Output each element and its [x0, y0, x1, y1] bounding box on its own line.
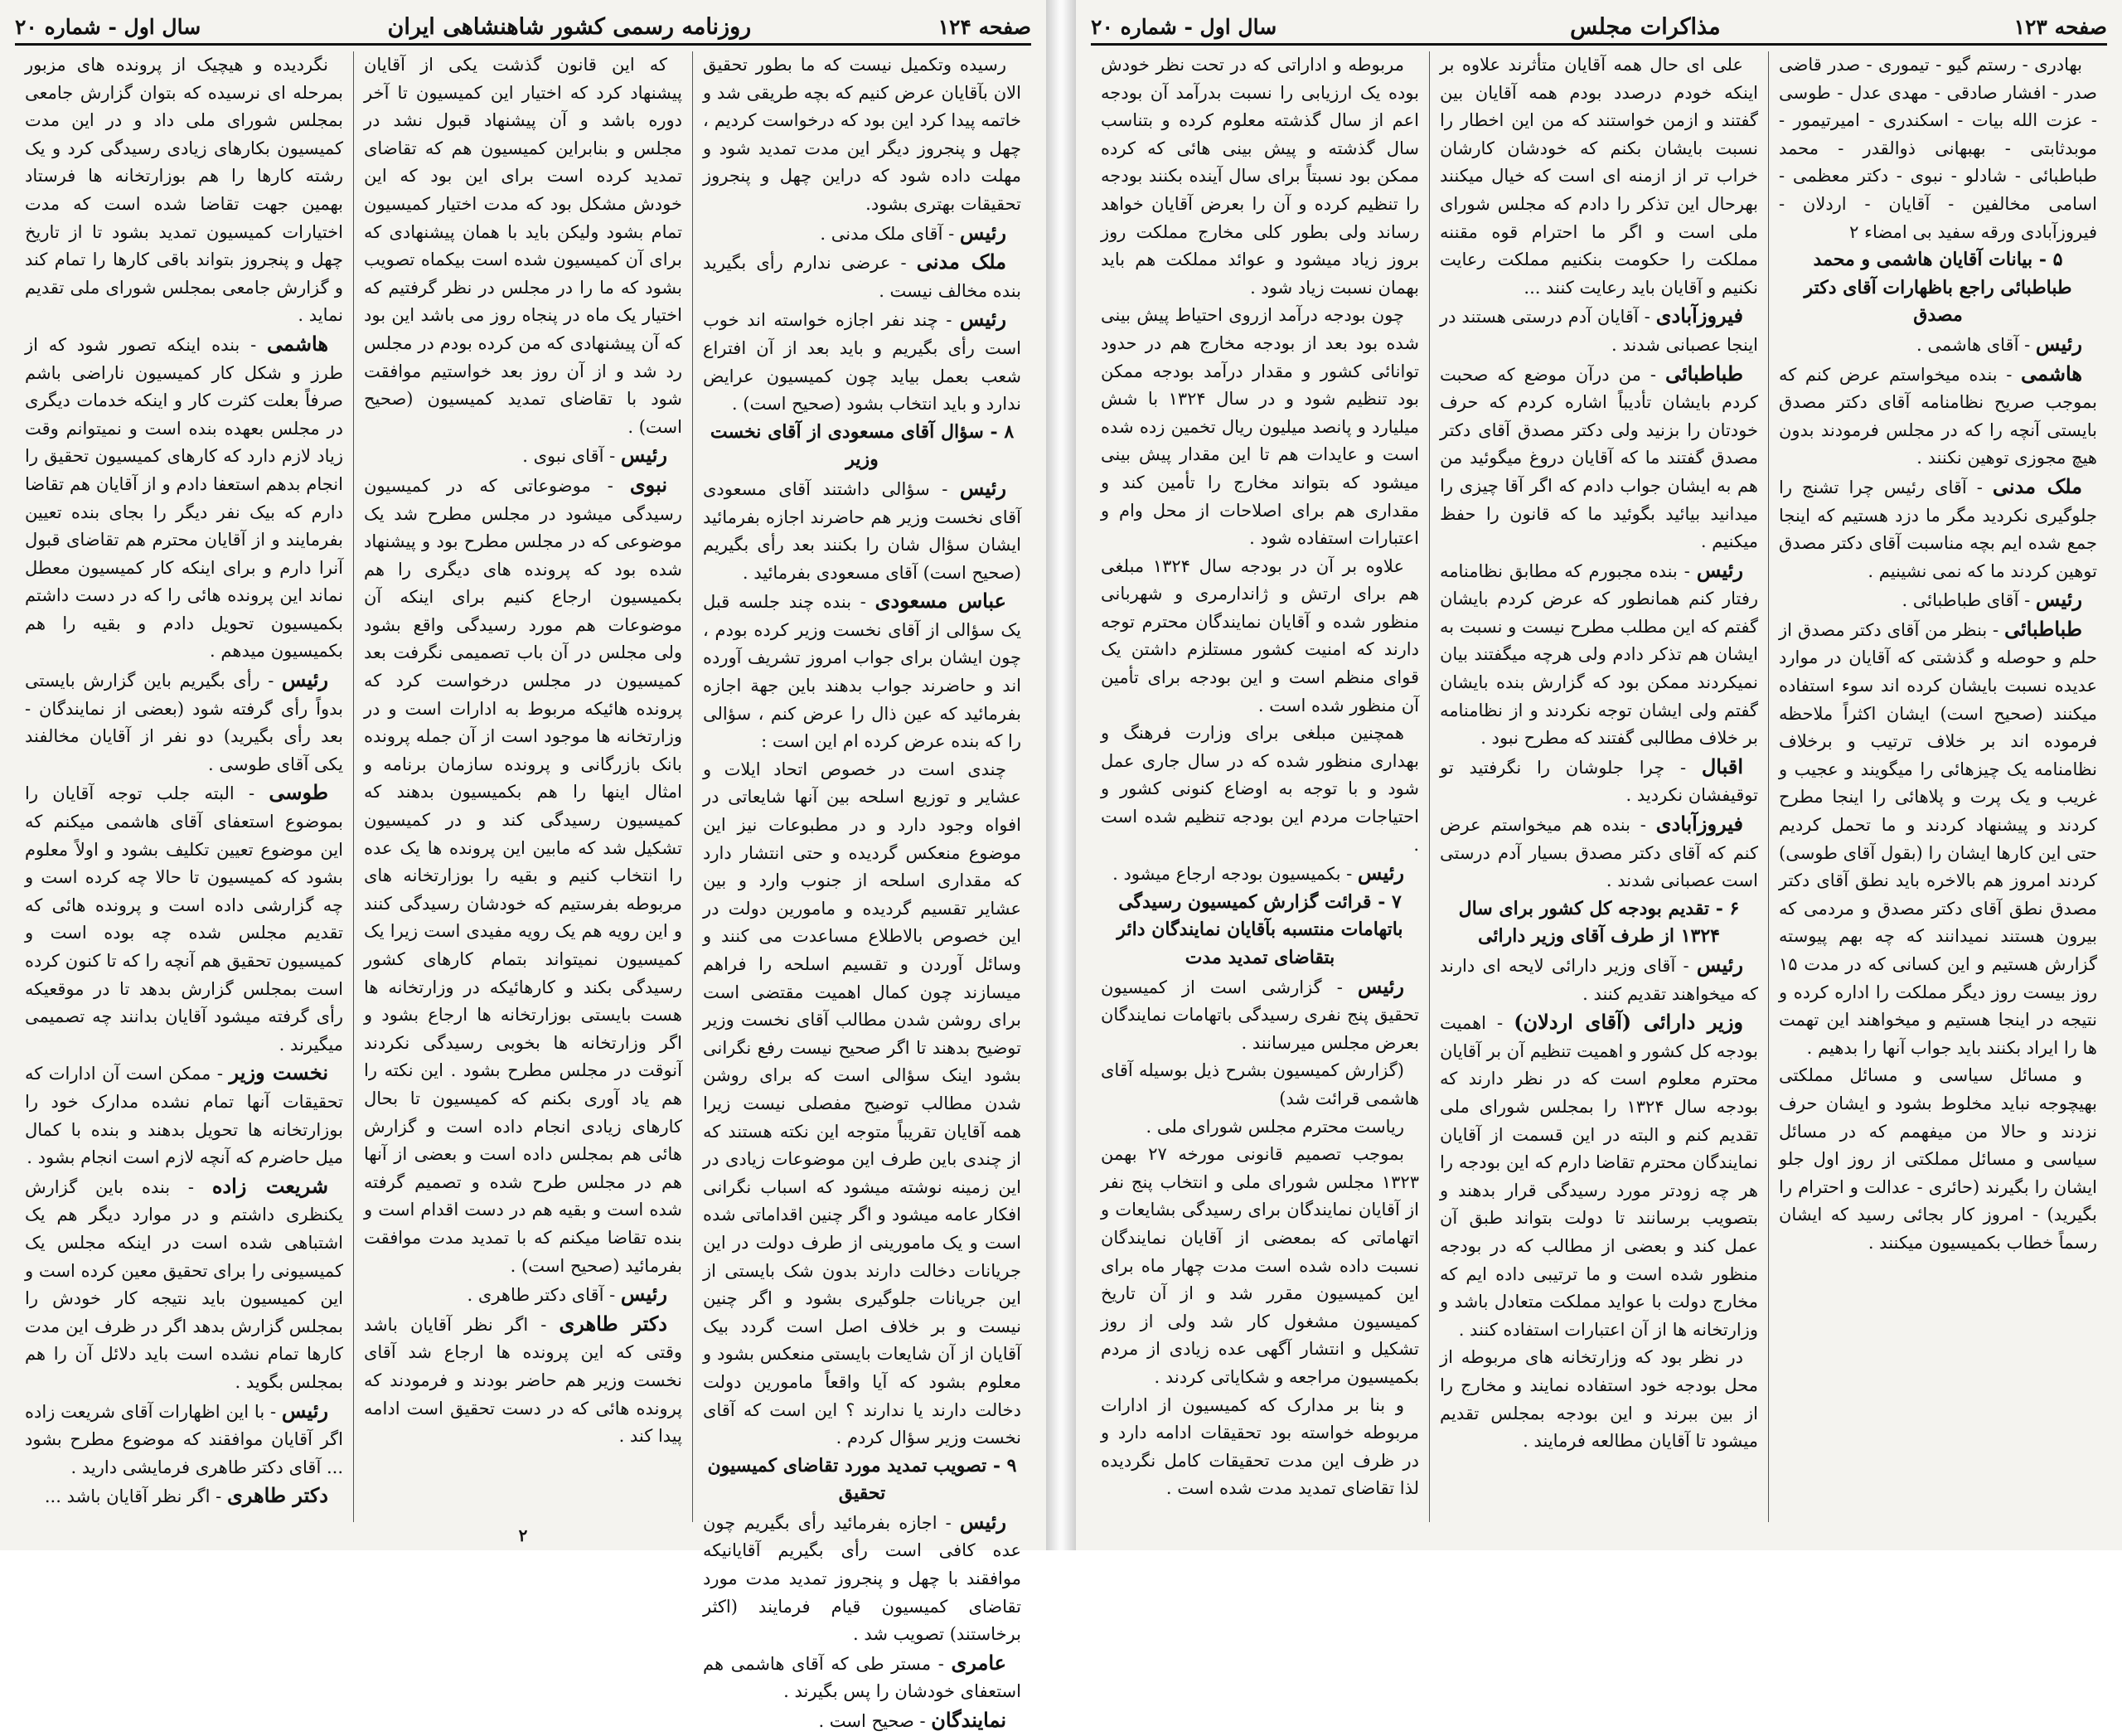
right-page: [1076, 0, 2122, 1550]
speaker-name: رئیس: [281, 667, 328, 692]
paragraph-text: - بنده چند جلسه قبل یک سؤالی از آقای نخست وزیر کرده بودم ، چون ایشان برای جواب امروز تشریف آورده اند و حاضرند جواب بدهند باین جهة اجازه بفرمائید که عین ذال را عرض کنم ، سؤالی را که بنده عرض کرده ام این است :: [703, 592, 1021, 752]
speech-paragraph: [25, 666, 343, 778]
right-page-header: [1091, 10, 2107, 46]
speech-paragraph: [25, 1481, 343, 1511]
left-column: [692, 51, 1031, 1733]
text-paragraph: [1101, 720, 1419, 859]
text-paragraph: [1779, 51, 2097, 246]
left-page-header: [15, 10, 1031, 46]
paragraph-text: - بنده باین گزارش یکنظری داشتم و در موارد دیگر هم یک اشتباهی شده است در اینکه مجلس یک کمیسیونی را برای تحقیق معین کرده است و این کمیسیون باید نتیجه کار خودش را بمجلس گزارش بدهد اگر در ظرف این مدت کارها تمام نشده است باید دلائل آن را هم بمجلس بگوید .: [25, 1176, 343, 1392]
speaker-name: دکتر طاهری: [559, 1311, 667, 1336]
speech-paragraph: [1440, 951, 1758, 1008]
paragraph-text: - بکمیسیون بودجه ارجاع میشود .: [1112, 864, 1358, 885]
paragraph-text: - رأی بگیریم باین گزارش بایستی بدواً رأی گرفته شود (بعضی از نمایندگان - بعد رأی بگیرید) دو نفر از آقایان مخالفند یکی آقای طوسی .: [25, 671, 343, 774]
speech-paragraph: [364, 1310, 682, 1451]
speaker-name: عباس مسعودی: [874, 589, 1006, 613]
left-page-number: صفحه ۱۲۴: [937, 14, 1031, 39]
speaker-name: ملک مدنی: [1992, 473, 2082, 498]
left-column: [353, 51, 692, 1522]
paragraph-text: (گزارش کمیسیون بشرح ذیل بوسیله آقای هاشمی قرائت شد): [1101, 1060, 1419, 1108]
text-paragraph: [1779, 1062, 2097, 1257]
speech-paragraph: [703, 305, 1021, 418]
paragraph-text: چون بودجه درآمد ازروی احتیاط پیش بینی شده بود بعد از بودجه مخارج هم در حدود توانائی کشور و مقدار درآمد بودجه ممکن بود تنظیم شود و در سال ۱۳۲۴ با شش میلیارد و پانصد میلیون ریال تخمین زده شده است و عایدات هم تا این مقدار پیش بینی میشود که بتواند مخارج را تأمین کند و مقداری هم برای اصلاحات از محل وام و اعتبارات استفاده شود .: [1101, 305, 1420, 549]
text-paragraph: [703, 756, 1021, 1452]
speaker-name: طباطبائی: [2004, 616, 2082, 641]
paragraph-text: - آقای رئیس چرا تشنج را جلوگیری نکردید مگر ما دزد هستیم که اینجا جمع شده ایم بچه مناسبت آقای دکتر مصدق توهین کردند ما که نمی نشینیم .: [1779, 477, 2097, 581]
text-paragraph: [703, 51, 1021, 219]
speaker-name: رئیس: [1696, 557, 1743, 582]
book-gutter: [1046, 0, 1076, 1550]
paragraph-text: - آقای وزیر دارائی لایحه ای دارند که میخواهند تقدیم کنند .: [1440, 956, 1758, 1004]
paragraph-text: - آقای نبوی .: [522, 446, 621, 467]
speaker-name: رئیس: [959, 1509, 1006, 1534]
speaker-name: طباطبائی: [1665, 361, 1743, 386]
paragraph-text: ریاست محترم مجلس شورای ملی .: [1146, 1116, 1404, 1137]
speech-paragraph: [25, 778, 343, 1059]
section-heading: ۵ - بیانات آقایان هاشمی و محمد طباطبائی راجع باظهارات آقای دکتر مصدق: [1804, 249, 2072, 327]
speech-paragraph: [703, 474, 1021, 587]
speech-paragraph: [364, 471, 682, 1280]
paragraph-text: - عرضی ندارم رأی بگیرید بنده مخالف نیست .: [703, 253, 1021, 301]
paragraph-text: - آقای طباطبائی .: [1902, 590, 2036, 611]
text-paragraph: [1101, 1141, 1419, 1391]
paragraph-text: - بنده هم میخواستم عرض کنم که آقای دکتر مصدق بسیار آدم درستی است عصبانی شدند .: [1440, 815, 1758, 891]
paragraph-text: - آقایان آدم درستی هستند در اینجا عصبانی شدند .: [1440, 307, 1758, 355]
text-paragraph: [1101, 1392, 1419, 1503]
speaker-name: نخست وزیر: [229, 1060, 329, 1085]
section-heading: ۸ - سؤال آقای مسعودی از آقای نخست وزیر: [710, 420, 1015, 471]
speaker-name: عامری: [951, 1650, 1006, 1675]
speaker-name: ملک مدنی: [916, 250, 1006, 274]
paragraph-text: - گزارشی است از کمیسیون تحقیق پنج نفری رسیدگی باتهامات نمایندگان بعرض مجلس میرسانند .: [1101, 977, 1419, 1053]
speaker-name: رئیس: [1357, 861, 1404, 885]
paragraph-text: - اجازه بفرمائید رأی بگیریم چون عده کافی است رأی بگیریم آقایانیکه موافقند با چهل و پنجروز تمدید مدت مورد تقاضای کمیسیون قیام فرمایند (اکثر برخاستند) تصویب شد .: [703, 1512, 1021, 1645]
speaker-name: رئیس: [2035, 587, 2082, 612]
paragraph-text: - اگر نظر آقایان باشد وقتی که این پرونده ها ارجاع شد آقای نخست وزیر هم حاضر بودند و فرمودند که پرونده هائی که در دست تحقیق است ادامه پیدا کند .: [364, 1314, 682, 1447]
paragraph-text: - من درآن موضع که صحبت کردم بایشان تأدیباً اشاره کردم که حرف خودتان را بزنید ولی دکتر مصدق آقای دکتر مصدق گفتند ما که آقایان دروغ میگوئید من هم به ایشان جواب دادم که اگر آقا چیزی را میدانید بیائید بگوئید ما که قانون را حفظ میکنیم .: [1440, 364, 1758, 552]
speech-paragraph: [1440, 1008, 1758, 1344]
text-paragraph: [364, 51, 682, 441]
text-paragraph: [25, 51, 343, 330]
paragraph-text: - آقای ملک مدنی .: [820, 223, 960, 244]
paragraph-text: و بنا بر مدارک که کمیسیون از ادارات مربوطه خواسته بود تحقیقات ادامه دارد و در ظرف این مدت تحقیقات کامل نگردیده لذا تقاضای تمدید مدت شده است .: [1101, 1394, 1419, 1499]
speaker-name: نمایندگان: [931, 1708, 1006, 1733]
speech-paragraph: [703, 1649, 1021, 1706]
speech-paragraph: [1440, 556, 1758, 753]
paragraph-text: در نظر بود که وزارتخانه های مربوطه از محل بودجه خود استفاده نمایند و مخارج را از بین ببرند و این بودجه بمجلس تقدیم میشود تا آقایان مطالعه فرمایند .: [1440, 1347, 1758, 1452]
speech-paragraph: [1101, 859, 1419, 889]
paragraph-text: نگردیده و هیچیک از پرونده های مزبور بمرحله ای نرسیده که بتوان گزارش جامعی بمجلس شورای ملی داد و در این مدت کمیسیون بکارهای زیادی رسیدگی کرد و یک رشته کارها را هم بوزارتخانه ها فرستاد بهمین جهت تقاضا شده است که مدت اختیارات کمیسیون تمدید بشود تا از تاریخ چهل و پنجروز بتواند باقی کارها را تمام کند و گزارش جامعی بمجلس شورای ملی تقدیم نماید .: [25, 55, 343, 326]
left-issue-info: سال اول - شماره ۲۰: [15, 14, 201, 39]
left-page: [0, 0, 1046, 1733]
speech-paragraph: [25, 1397, 343, 1482]
speech-paragraph: [703, 587, 1021, 756]
paragraph-text: بموجب تصمیم قانونی مورخه ۲۷ بهمن ۱۳۲۳ مجلس شورای ملی و انتخاب پنج نفر از آقایان نمایندگان برای رسیدگی بشایعات و اتهاماتی که بمعضی از آقایان نمایندگان نسبت داده شده است مدت چهار ماه برای این کمیسیون مقرر شد و از آن تاریخ کمیسیون مشغول کار شد ولی از روز تشکیل و انتشار آگهی عده زیادی از مردم بکمیسیون مراجعه و شکایاتی کردند .: [1101, 1144, 1419, 1387]
right-column: [1429, 51, 1768, 1522]
speech-paragraph: [25, 1172, 343, 1397]
speaker-name: دکتر طاهری: [226, 1483, 328, 1508]
section-heading: ۹ - تصویب تمدید مورد تقاضای کمیسیون تحقیق: [707, 1454, 1017, 1505]
right-columns: [1091, 51, 2107, 1522]
left-column: [15, 51, 353, 1522]
speech-paragraph: [703, 248, 1021, 305]
speaker-name: رئیس: [2035, 331, 2082, 356]
paragraph-text: - چند نفر اجازه خواسته اند خوب است رأی بگیریم و باید بعد از آن افتراع شعب بعمل بیاید چون کمیسیون عرایض ندارد و باید انتخاب بشود (صحیح است) .: [703, 310, 1021, 415]
speech-paragraph: [1440, 753, 1758, 810]
speaker-name: رئیس: [1696, 953, 1743, 977]
speaker-name: رئیس: [281, 1398, 328, 1423]
speech-paragraph: [703, 1706, 1021, 1736]
text-paragraph: [1101, 51, 1419, 302]
speaker-name: رئیس: [959, 220, 1006, 245]
text-paragraph: [1101, 553, 1419, 720]
speech-paragraph: [25, 330, 343, 666]
speaker-name: اقبال: [1701, 754, 1743, 778]
speaker-name: هاشمی: [267, 331, 328, 356]
paragraph-text: چندی است در خصوص اتحاد ایلات و عشایر و توزیع اسلحه بین آنها شایعاتی در افواه وجود دارد و در مطبوعات نیز این موضوع منعکس گردیده و حتی انتشار دارد که مقداری اسلحه از جنوب وارد و بین عشایر تقسیم گردیده و مامورین دولت در این خصوص بالاطلاع مساعدت می کنند و وسائل آوردن و تقسیم اسلحه را فراهم میسازند چون کمال اهمیت مقتضی است برای روشن شدن مطالب آقای نخست وزیر توضیح بدهند تا اگر صحیح نیست رفع نگرانی بشود اینک سؤالی است که برای روشن شدن مطالب توضیح مفصلی نیست زیرا همه آقایان تقریباً متوجه این نکته هستند که از چندی باین طرف این موضوعات زیادی در این زمینه نوشته میشود که اسباب نگرانی افکار عامه میشود و اگر چنین اقداماتی شده است و یک مامورینی از طرف دولت در این جریانات دخالت دارند بدون شک بایستی از این جریانات جلوگیری بشود و اگر چنین نیست و بر خلاف اصل است گردد بیک آقایان از آن شایعات بایستی منعکس بشود و معلوم بشود که آیا واقعاً مامورین دولت دخالت دارند یا ندارند ؟ این است که آقای نخست وزیر سؤال کردم .: [703, 759, 1021, 1448]
speaker-name: رئیس: [959, 475, 1006, 500]
text-paragraph: [1101, 1113, 1419, 1142]
speaker-name: وزیر دارائی (آقای اردلان): [1514, 1010, 1743, 1035]
left-columns: [15, 51, 1031, 1733]
paragraph-text: - اهمیت بودجه کل کشور و اهمیت تنظیم آن بر آقایان محترم معلوم است که در نظر دارند که بودجه سال ۱۳۲۴ را بمجلس شورای ملی تقدیم کنم و البته در این قسمت از آقایان نمایندگان محترم تقاضا دارم که این بودجه را هر چه زودتر مورد رسیدگی قرار بدهند و بتصویب برسانند تا دولت بتواند طبق آن عمل کند و بعضی از مطالب که در بودجه منظور شده است و ما ترتیبی داده ایم که مخارج دولت با عواید مملکت متعادل باشد و وزارتخانه ها از آن اعتبارات استفاده کنند .: [1440, 1013, 1758, 1340]
paragraph-text: که این قانون گذشت یکی از آقایان پیشنهاد کرد که اختیار این کمیسیون تا آخر دوره باشد و آن پیشنهاد قبول نشد در مجلس و بنابراین کمیسیون هم که تقاضای تمدید کرده است برای این بود که این خودش مشکل بود که مدت اختیار کمیسیون تمام بشود ولیکن باید با همان پیشنهادی که برای آن کمیسیون شده است بیکماه تصویب بشود که ما را در مجلس در نظر گرفتیم که اختیار یک ماه در پنجاه روز می باشد این بود که آن پیشنهادی که من کرده بودم در مجلس رد شد و از آن روز بعد خواستیم موافقت شود با تقاضای تمدید کمیسیون (صحیح است) .: [364, 55, 682, 437]
text-paragraph: [1440, 1344, 1758, 1455]
speaker-name: فیروزآبادی: [1655, 812, 1743, 836]
speaker-name: طوسی: [269, 780, 328, 805]
text-paragraph: [1440, 51, 1758, 302]
speech-paragraph: [364, 1280, 682, 1310]
speech-paragraph: [364, 441, 682, 471]
speaker-name: هاشمی: [2021, 361, 2082, 386]
paragraph-text: و مسائل سیاسی و مسائل مملکتی بهیچوجه نباید مخلوط بشود و ایشان حرف نزدند و حالا من میفهمم که در مسائل سیاسی و مسائل مملکتی از روز اول جلو ایشان را بگیرند (حائری - عدالت و احترام را بگیرید) - امروز کار بجائی رسید که ایشان رسماً خطاب بکمیسیون میکنند .: [1779, 1065, 2097, 1253]
paragraph-text: علی ای حال همه آقایان متأثرند علاوه بر اینکه خودم درصدد بودم همه آقایان بین گفتند و ازمن خواستند که من این اخطار را نسبت بایشان بکنم که خودشان کارشان خراب تر از ازمنه ای است که خیال میکنند بهرحال این تذکر را دادم که مجلس شورای ملی است و اگر ما احترام قوه مقننه مملکت را حکومت بنکنیم مملکت رعایت نکنیم و آقایان باید رعایت کنند ...: [1440, 55, 1758, 298]
paragraph-text: - بنده مجبورم که مطابق نظامنامه رفتار کنم همانطور که عرض کردم بایشان گفتم که این مطلب مطرح نیست و نسبت به ایشان هم تذکر دادم ولی هرچه میگفتند بیان نمیکردند ممکن بود که گزارش بنده بایشان گفتم ولی ایشان توجه نکردند و از نظامنامه بر خلاف مطالبی گفتند که مطرح نبود .: [1440, 560, 1758, 749]
paragraph-text: - آقای دکتر طاهری .: [467, 1285, 621, 1306]
left-page-footer-number: ۲: [518, 1525, 528, 1545]
right-section-title: مذاکرات مجلس: [1570, 13, 1721, 40]
right-issue-info: سال اول - شماره ۲۰: [1091, 14, 1277, 39]
paragraph-text: همچنین مبلغی برای وزارت فرهنگ و بهداری منظور شده که در سال جاری عمل شود و با توجه به اوضاع کنونی کشور و احتیاجات مردم این بودجه تنظیم شده است .: [1101, 723, 1419, 855]
speaker-name: رئیس: [1357, 973, 1404, 998]
speech-paragraph: [1779, 615, 2097, 1063]
speaker-name: رئیس: [959, 307, 1006, 332]
paragraph-text: رسیده وتکمیل نیست که ما بطور تحقیق الان بآقایان عرض کنیم که بچه طریقی شد و خاتمه پیدا کرد این بود که درخواست کردیم ، چهل و پنجروز دیگر این مدت تمدید شود و مهلت داده شود که دراین چهل و پنجروز تحقیقات بهتری بشود.: [703, 55, 1021, 214]
left-newspaper-title: روزنامه رسمی کشور شاهنشاهی ایران: [387, 13, 752, 40]
paragraph-text: - موضوعاتی که در کمیسیون رسیدگی میشود در مجلس مطرح شد یک موضوعی که در مجلس مطرح بود و پیشنهاد شده بود که پرونده های دیگری را هم بکمیسیون ارجاع کنیم برای اینکه آن موضوعات هم مورد رسیدگی واقع بشود ولی مجلس در آن باب تصمیمی نگرفت بعد کمیسیون در مجلس درخواست کرد که پرونده هائیکه مربوط به ادارات است و در وزارتخانه ها موجود است از آن جمله پرونده بانک بازرگانی و پرونده سازمان برنامه و امثال اینها را هم بکمیسیون بدهند که کمیسیون رسیدگی کند و در کمیسیون تشکیل شد که مابین این پرونده ها یک عده را انتخاب کنیم و بقیه را بوزارتخانه های مربوطه بفرستیم که خودشان رسیدگی کنند و این رویه هم یک رویه مفیدی است زیرا یک کمیسیون نمیتواند بتمام کارهای کشور رسیدگی بکند و کارهائیکه در وزارتخانه ها هست بایستی بوزارتخانه ها ارجاع بشود و اگر وزارتخانه ها بخوبی رسیدگی نکردند آنوقت در مجلس مطرح بشود . این نکته را هم یاد آوری بکنم که کمیسیون تا بحال کارهای زیادی انجام داده است و گزارش هائی هم بمجلس داده است و بعضی از آنها هم در مجلس طرح شده و تصمیم گرفته شده است و بقیه هم در دست اقدام است و بنده تقاضا میکنم که با تمدید مدت موافقت بفرمائید (صحیح است) .: [364, 475, 682, 1276]
paragraph-text: بهادری - رستم گیو - تیموری - صدر قاضی صدر - افشار صادقی - مهدی عدل - طوسی - عزت الله بیات - اسکندری - امیرتیمور - موبدثابتی - بهبهانی ذوالقدر - محمد طباطبائی - شادلو - نبوی - دکتر معظمی - اسامی مخالفین - آقایان - اردلان - فیروزآبادی ورقه سفید بی امضاء ۲: [1779, 55, 2097, 242]
speech-paragraph: [1779, 473, 2097, 585]
section-heading: ۷ - قرائت گزارش کمیسیون رسیدگی باتهامات منتسبه بآقایان نمایندگان دائر بتقاضای تمدید مدت: [1117, 890, 1403, 968]
paragraph-text: - آقای هاشمی .: [1916, 334, 2036, 355]
paragraph-text: - بنده اینکه تصور شود که از طرز و شکل کار کمیسیون ناراضی باشم صرفاً بعلت کثرت کار و اینکه خدمات دیگری در مجلس بعهده بنده است و نمیتوانم وقت زیاد لازم دارد که کارهای کمیسیون تحقیق را انجام بدهم استعفا دادم و از آقایان هم تقاضا دارم که بیک نفر دیگر را بجای بنده تعیین بفرمایند و از آقایان محترم هم تقاضای قبول آنرا دارم و برای اینکه کار کمیسیون معطل نماند این پرونده هائی را که در دست داشتم بکمیسیون تحویل دادم و بقیه را هم بکمیسیون میدهم .: [25, 334, 343, 662]
paragraph-text: - با این اظهارات آقای شریعت زاده اگر آقایان موافقند که موضوع مطرح بشود ... آقای دکتر طاهری فرمایشی دارید .: [25, 1401, 343, 1477]
speaker-name: شریعت زاده: [211, 1173, 328, 1198]
speech-paragraph: [1101, 972, 1419, 1058]
paragraph-text: علاوه بر آن در بودجه سال ۱۳۲۴ مبلغی هم برای ارتش و ژاندارمری و شهربانی منظور شده و آقایان نمایندگان محترم توجه دارند که امنیت کشور مستلزم داشتن یک قوای منظم است و این بودجه برای تأمین آن منظور شده است .: [1101, 555, 1419, 715]
paragraph-text: - صحیح است .: [818, 1711, 932, 1732]
paragraph-text: مربوطه و اداراتی که در تحت نظر خودش بوده یک ارزیابی را نسبت بدرآمد آن بودجه اعم از سال گذشته معلوم کرده و بتناسب سال گذشته و پیش بینی هائی که کرده ممکن بود نسبتاً برای سال آینده بکنند بودجه را تنظیم کرده و آن را بعرض آقایان خواهد رساند ولی بطور کلی مخارج مملکت روز بروز زیاد میشود و عوائد مملکت هم باید بهمان نسبت زیاد شود .: [1101, 55, 1419, 298]
right-column: [1768, 51, 2107, 1522]
speaker-name: فیروزآبادی: [1655, 303, 1743, 328]
speech-paragraph: [1779, 330, 2097, 360]
speech-paragraph: [1440, 810, 1758, 895]
section-heading: ۶ - تقدیم بودجه کل کشور برای سال ۱۳۲۴ از طرف آقای وزیر دارائی: [1458, 897, 1740, 948]
paragraph-text: - ممکن است آن ادارات که تحقیقات آنها تمام نشده مدارک خود را بوزارتخانه ها تحویل بدهند و بنده با کمال میل حاضرم که آنچه لازم است انجام بشود .: [25, 1064, 343, 1168]
text-paragraph: [1101, 302, 1419, 552]
text-paragraph: [1101, 1057, 1419, 1113]
right-page-number: صفحه ۱۲۳: [2013, 14, 2107, 39]
speech-paragraph: [25, 1059, 343, 1171]
paragraph-text: - البته جلب توجه آقایان را بموضوع استعفای آقای هاشمی میکنم که این موضوع تعیین تکلیف بشود و اولاً معلوم بشود که کمیسیون تا حالا چه کرده است و چه گزارشی داده است و پرونده هائی که تقدیم مجلس شده چه بوده است و کمیسیون تحقیق هم آنچه را که تا کنون کرده است بمجلس گزارش بدهد تا در موقعیکه رأی گرفته میشود آقایان بدانند چه تصمیمی میگیرند .: [25, 783, 343, 1055]
speech-paragraph: [1440, 302, 1758, 359]
speech-paragraph: [703, 219, 1021, 249]
paragraph-text: - بنظر من آقای دکتر مصدق از حلم و حوصله و گذشتی که آقایان در موارد عدیده نسبت بایشان کرده اند سوء استفاده میکنند (صحیح است) ایشان اکثراً ملاحظه فرموده اند بر خلاف ترتیب و برخلاف نظامنامه یک چیزهائی را میگویند و عجیب و غریب و یک پرت و پلاهائی را اینجا مطرح کردند و پیشنهاد کردند و ما تحمل کردیم حتی این کارها ایشان را (بقول آقای طوسی) کردند امروز هم بالاخره باید نطق آقای دکتر مصدق نطق آقای دکتر مصدق و مردمی که بیرون هستند نمیدانند که چه بهم پیوسته گزارش هستیم و این کسانی که در مدت ۱۵ روز بیست روز دیگر مملکت را اداره کرده و نتیجه در اینجا هستیم و میخواهند این تهمت ها را ایراد بکنند باید جواب آنها را بدهیم .: [1779, 619, 2097, 1058]
speaker-name: رئیس: [620, 443, 667, 468]
paragraph-text: - بنده میخواستم عرض کنم که بموجب صریح نظامنامه آقای دکتر مصدق بایستی آنچه را که در مجلس فرمودند بدون هیچ مجوزی توهین نکنند .: [1779, 364, 2097, 468]
paragraph-text: - مستر طی که آقای هاشمی هم استعفای خودشان را پس بگیرند .: [703, 1653, 1021, 1702]
right-column: [1091, 51, 1429, 1522]
speech-paragraph: [1779, 585, 2097, 615]
speaker-name: رئیس: [620, 1282, 667, 1307]
paragraph-text: - اگر نظر آقایان باشد ...: [44, 1486, 227, 1507]
speech-paragraph: [1440, 360, 1758, 556]
speech-paragraph: [1779, 360, 2097, 473]
speaker-name: نبوی: [629, 472, 667, 497]
paragraph-text: - سؤالی داشتند آقای مسعودی آقای نخست وزیر هم حاضرند اجازه بفرمائید ایشان سؤال شان را بکنند بعد رأی بگیریم (صحیح است) آقای مسعودی بفرمائید .: [703, 478, 1021, 583]
paragraph-text: - چرا جلوشان را نگرفتید تو توقیفشان نکردید .: [1440, 757, 1758, 806]
